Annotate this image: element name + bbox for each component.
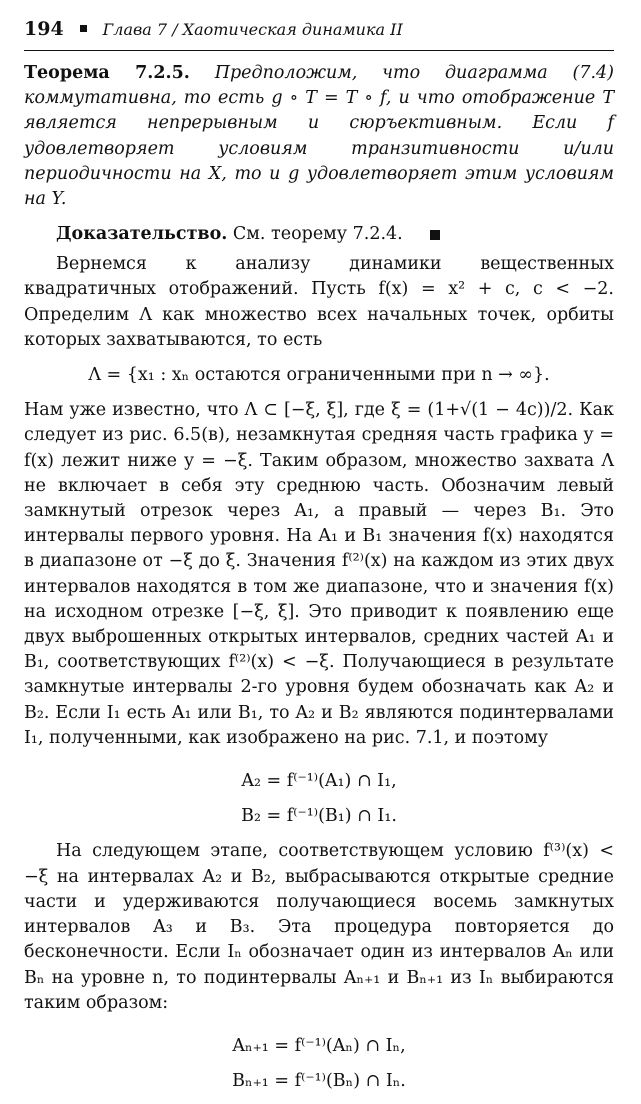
equation-an1: Aₙ₊₁ = f⁽⁻¹⁾(Aₙ) ∩ Iₙ, bbox=[232, 1035, 406, 1056]
equation-lambda: Λ = {x₁ : xₙ остаются ограниченными при n → ∞}. bbox=[88, 365, 550, 386]
proof-label: Доказательство. bbox=[56, 224, 228, 245]
square-bullet-icon bbox=[80, 25, 87, 32]
page-header bbox=[24, 18, 614, 40]
proof-block bbox=[24, 224, 614, 244]
header-rule bbox=[24, 50, 614, 51]
page-number: 194 bbox=[24, 18, 64, 40]
book-page bbox=[24, 18, 614, 1104]
equation-a2: A₂ = f⁽⁻¹⁾(A₁) ∩ I₁, bbox=[241, 771, 397, 792]
theorem-label: Теорема 7.2.5. bbox=[24, 63, 190, 83]
paragraph-3: На следующем этапе, соответствующем условию f⁽³⁾(x) < −ξ на интервалах A₂ и B₂, выбрасываются открытые средние части и удерживаются получающиеся восемь замкнутых интервалов A₃ и B₃. Эта процедура повторяется до бесконечности. Если Iₙ обозначает один из интервалов Aₙ или Bₙ на уровне n, то подинтервалы Aₙ₊₁ и Bₙ₊₁ из Iₙ выбираются таким образом: bbox=[24, 841, 614, 1013]
proof-text: См. теорему 7.2.4. bbox=[232, 224, 403, 245]
theorem-text: Предположим, что диаграмма (7.4) коммутативна, то есть g ∘ T = T ∘ f, и что отображение T является непрерывным и сюръективным. Если f удовлетворяет условиям транзитивности и/или периодичности на X, то и g удовлетворяет этим условиям на Y. bbox=[24, 63, 614, 210]
paragraph-1: Вернемся к анализу динамики вещественных квадратичных отображений. Пусть f(x) = x² + c, c < −2. Определим Λ как множество всех начальных точек, орбиты которых захватываются, то есть bbox=[24, 254, 614, 350]
equation-b2: B₂ = f⁽⁻¹⁾(B₁) ∩ I₁. bbox=[241, 806, 397, 827]
theorem-block bbox=[24, 61, 614, 212]
equation-bn1: Bₙ₊₁ = f⁽⁻¹⁾(Bₙ) ∩ Iₙ. bbox=[232, 1071, 406, 1092]
running-head: Глава 7 / Хаотическая динамика II bbox=[102, 20, 403, 39]
qed-square-icon bbox=[430, 230, 440, 240]
paragraph-2: Нам уже известно, что Λ ⊂ [−ξ, ξ], где ξ = (1+√(1 − 4c))/2. Как следует из рис. 6.5(в), незамкнутая средняя часть графика y = f(x) лежит ниже y = −ξ. Таким образом, множество захвата Λ не включает в себя эту среднюю часть. Обозначим левый замкнутый отрезок через A₁, а правый — через B₁. Это интервалы первого уровня. На A₁ и B₁ значения f(x) находятся в диапазоне от −ξ до ξ. Значения f⁽²⁾(x) на каждом из этих двух интервалов находятся в том же диапазоне, что и значения f(x) на исходном отрезке [−ξ, ξ]. Это приводит к появлению еще двух выброшенных открытых интервалов, средних частей A₁ и B₁, соответствующих f⁽²⁾(x) < −ξ. Получающиеся в результате замкнутые интервалы 2-го уровня будем обозначать как A₂ и B₂. Если I₁ есть A₁ или B₁, то A₂ и B₂ являются подинтервалами I₁, полученными, как изображено на рис. 7.1, и поэтому bbox=[24, 400, 614, 748]
